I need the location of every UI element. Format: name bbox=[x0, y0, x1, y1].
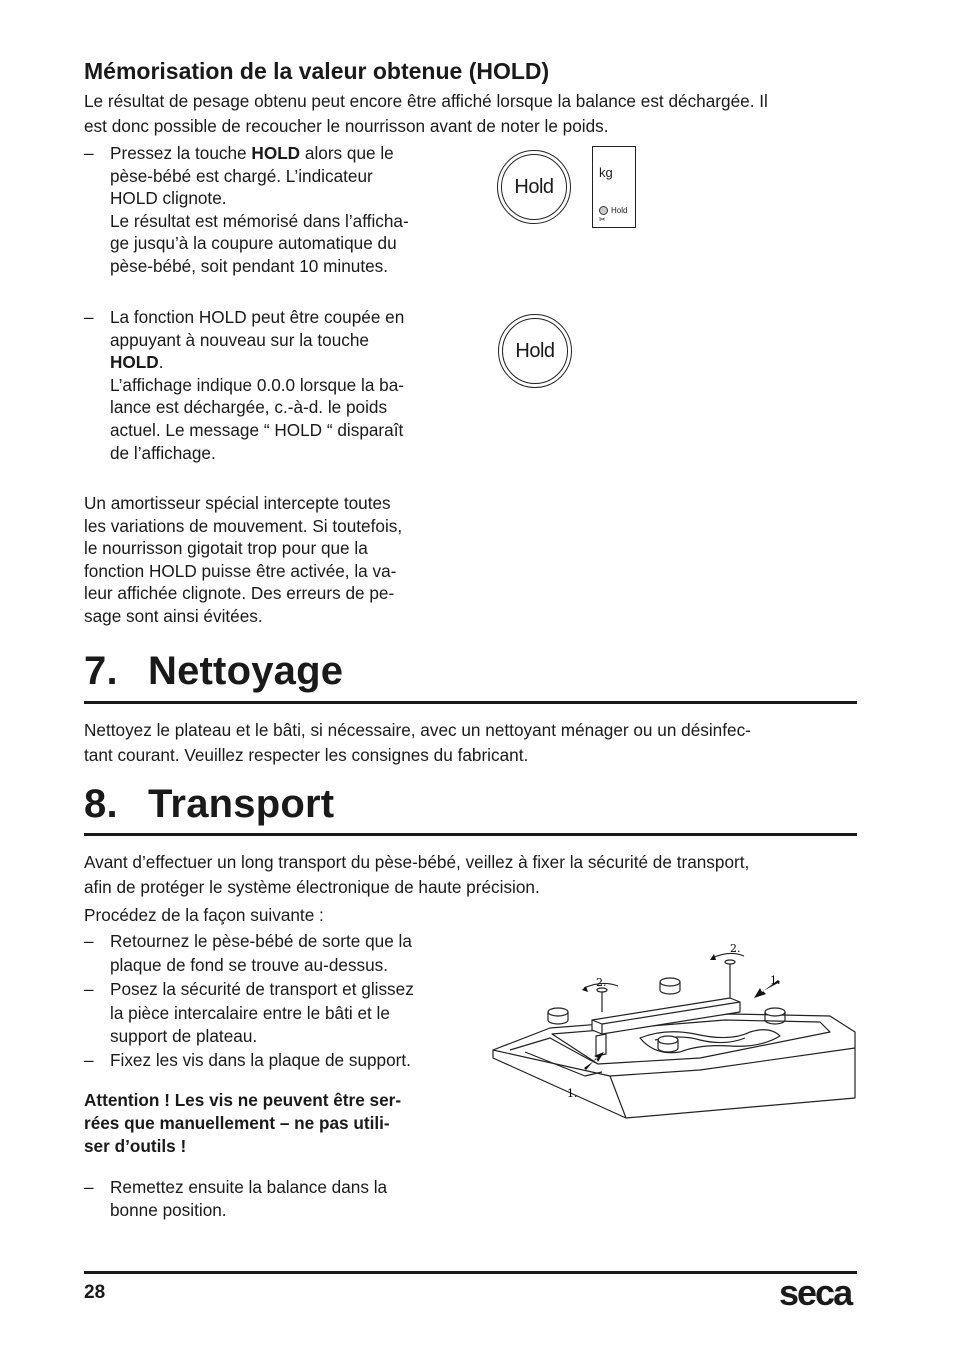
transport-step-3 bbox=[84, 1049, 451, 1073]
hold-indicator-label: Hold bbox=[611, 206, 628, 215]
section-number: 8. bbox=[84, 782, 118, 826]
hold-step-1-line: ge jusqu’à la coupure automatique du bbox=[110, 233, 397, 254]
section-divider bbox=[84, 833, 857, 836]
list-dash: – bbox=[84, 1050, 94, 1070]
hold-step-2-line: lance est déchargée, c.-à-d. le poids bbox=[110, 397, 388, 418]
hold-step-1-line: Le résultat est mémorisé dans l’afficha- bbox=[110, 210, 409, 231]
section-divider bbox=[84, 701, 857, 704]
hold-step-2-line: appuyant à nouveau sur la touche bbox=[110, 329, 369, 350]
warning-line: ser d’outils ! bbox=[84, 1136, 187, 1156]
transport-step-line: support de plateau. bbox=[110, 1026, 258, 1046]
transport-procedure: Procédez de la façon suivante : bbox=[84, 905, 324, 925]
final-step-line: Remettez ensuite la balance dans la bbox=[110, 1177, 388, 1197]
hold-button-illustration bbox=[497, 150, 571, 224]
footer-divider bbox=[84, 1271, 857, 1274]
transport-step-line: plaque de fond se trouve au-dessus. bbox=[110, 954, 389, 975]
hold-step-1 bbox=[84, 142, 451, 278]
cleaning-line: tant courant. Veuillez respecter les consignes du fabricant. bbox=[84, 745, 529, 765]
list-dash: – bbox=[84, 1177, 94, 1197]
hold-intro bbox=[84, 89, 857, 139]
section-heading-transport bbox=[84, 782, 334, 827]
hold-step-2-line: La fonction HOLD peut être coupée en bbox=[110, 307, 405, 327]
hold-step-2-line: HOLD. bbox=[110, 352, 164, 373]
transport-step-2 bbox=[84, 978, 451, 1049]
figure-label-step1: 1. bbox=[770, 974, 781, 987]
damper-paragraph bbox=[84, 492, 451, 628]
display-illustration bbox=[592, 146, 636, 228]
transport-intro-line: afin de protéger le système électronique de haute précision. bbox=[84, 877, 540, 897]
section-title: Transport bbox=[148, 782, 335, 826]
hold-step-1-line: HOLD clignote. bbox=[110, 188, 227, 209]
hold-step-2-line: actuel. Le message “ HOLD “ disparaît bbox=[110, 419, 404, 440]
warning-line: Attention ! Les vis ne peuvent être ser- bbox=[84, 1090, 402, 1110]
list-dash: – bbox=[84, 979, 94, 999]
transport-step-line: la pièce intercalaire entre le bâti et le bbox=[110, 1002, 390, 1023]
damper-line: les variations de mouvement. Si toutefois, bbox=[84, 515, 403, 536]
damper-line: fonction HOLD puisse être activée, la va- bbox=[84, 560, 397, 581]
brand-logo: seca bbox=[779, 1272, 852, 1313]
transport-intro bbox=[84, 850, 857, 900]
damper-line: Un amortisseur spécial intercepte toutes bbox=[84, 493, 391, 513]
section-title: Nettoyage bbox=[148, 649, 344, 693]
transport-final-step bbox=[84, 1176, 451, 1221]
hold-step-1-line: pèse-bébé, soit pendant 10 minutes. bbox=[110, 255, 389, 276]
cleaning-text bbox=[84, 718, 857, 768]
list-dash: – bbox=[84, 307, 94, 327]
hold-button-label: Hold bbox=[515, 339, 555, 362]
hold-button-label: Hold bbox=[514, 175, 554, 198]
figure-label-step2: 2. bbox=[730, 942, 741, 955]
hold-indicator-icon bbox=[599, 206, 608, 215]
transport-step-line: Fixez les vis dans la plaque de support. bbox=[110, 1050, 411, 1070]
list-dash: – bbox=[84, 143, 94, 163]
damper-line: leur affichée clignote. Des erreurs de pe- bbox=[84, 583, 395, 604]
transport-step-line: Retournez le pèse-bébé de sorte que la bbox=[110, 931, 412, 951]
unit-label: kg bbox=[599, 165, 613, 180]
final-step-line: bonne position. bbox=[110, 1199, 227, 1220]
transport-warning bbox=[84, 1089, 451, 1158]
hold-intro-line: est donc possible de recoucher le nourrisson avant de noter le poids. bbox=[84, 116, 609, 136]
hold-step-2-line: de l’affichage. bbox=[110, 442, 216, 463]
hold-keyword: HOLD bbox=[251, 143, 301, 163]
hold-step-1-line: pèse-bébé est chargé. L’indicateur bbox=[110, 165, 373, 186]
hold-keyword: HOLD bbox=[110, 352, 159, 373]
hold-step-2-line: L’affichage indique 0.0.0 lorsque la ba- bbox=[110, 374, 404, 395]
transport-step-1 bbox=[84, 930, 451, 977]
cleaning-line: Nettoyez le plateau et le bâti, si nécessaire, avec un nettoyant ménager ou un désinfec- bbox=[84, 720, 751, 740]
scissors-icon: ✂ bbox=[599, 215, 606, 224]
section-number: 7. bbox=[84, 649, 118, 693]
hold-intro-line: Le résultat de pesage obtenu peut encore être affiché lorsque la balance est déchargée. Il bbox=[84, 91, 768, 111]
section-heading-cleaning bbox=[84, 649, 343, 694]
figure-label-step2: 2. bbox=[596, 976, 607, 989]
transport-step-line: Posez la sécurité de transport et glissez bbox=[110, 979, 414, 999]
warning-line: rées que manuellement – ne pas utili- bbox=[84, 1113, 390, 1133]
figure-label-step1: 1. bbox=[567, 1087, 578, 1100]
hold-step-2 bbox=[84, 306, 451, 464]
list-dash: – bbox=[84, 931, 94, 951]
damper-line: le nourrisson gigotait trop pour que la bbox=[84, 538, 368, 559]
transport-intro-line: Avant d’effectuer un long transport du pèse-bébé, veillez à fixer la sécurité de transport, bbox=[84, 852, 750, 872]
damper-line: sage sont ainsi évitées. bbox=[84, 605, 263, 626]
transport-lock-illustration bbox=[490, 936, 865, 1126]
hold-step-1-line: Pressez la touche HOLD alors que le bbox=[110, 143, 394, 163]
section-title-hold: Mémorisation de la valeur obtenue (HOLD) bbox=[84, 58, 550, 84]
hold-button-illustration bbox=[498, 314, 572, 388]
page-number: 28 bbox=[84, 1282, 106, 1303]
